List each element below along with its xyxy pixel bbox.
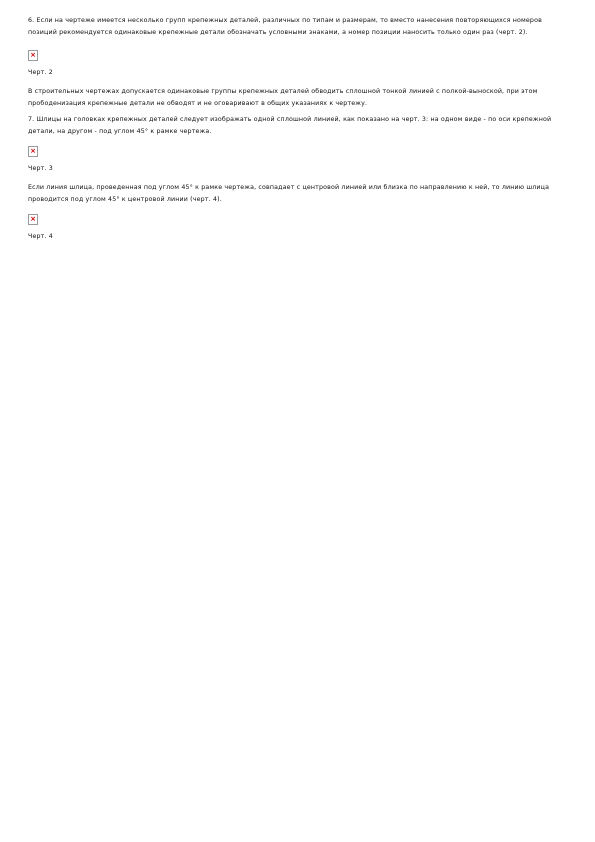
figure-3-broken-image-icon [28,146,38,157]
document-page [28,15,563,243]
paragraph-6: 6. Если на чертеже имеется несколько групп крепежных деталей, различных по типам и размерам, то вместо нанесения повторяющихся номеров позиций рекомендуется одинаковые крепежные детали обозначать условными знаками, а номер позиции наносить только один раз (черт. 2). [28,17,542,36]
broken-image-icon: × [30,147,36,155]
figure-2-broken-image-icon [28,50,38,61]
broken-image-icon: × [30,51,36,59]
broken-image-icon: × [30,215,36,223]
figure-4-broken-image-icon [28,214,38,225]
paragraph-construction: В строительных чертежах допускается одинаковые группы крепежных деталей обводить сплошной тонкой линией с полкой-выноской, при этом прободенизация крепежные детали не обводят и не оговаривают в общих указаниях к чертежу. [28,88,538,107]
figure-3-caption: Черт. 3 [28,165,53,172]
paragraph-slot-line: Если линия шлица, проведенная под углом 45° к рамке чертежа, совпадает с центровой линией или близка по направлению к ней, то линию шлица проводится под углом 45° к центровой линии (черт. 4). [28,184,550,203]
figure-4-caption: Черт. 4 [28,233,53,240]
figure-2-caption: Черт. 2 [28,69,53,76]
paragraph-7: 7. Шлицы на головках крепежных деталей следует изображать одной сплошной линией, как показано на черт. 3: на одном виде - по оси крепежной детали, на другом - под углом 45° к рамке чертежа. [28,116,552,135]
